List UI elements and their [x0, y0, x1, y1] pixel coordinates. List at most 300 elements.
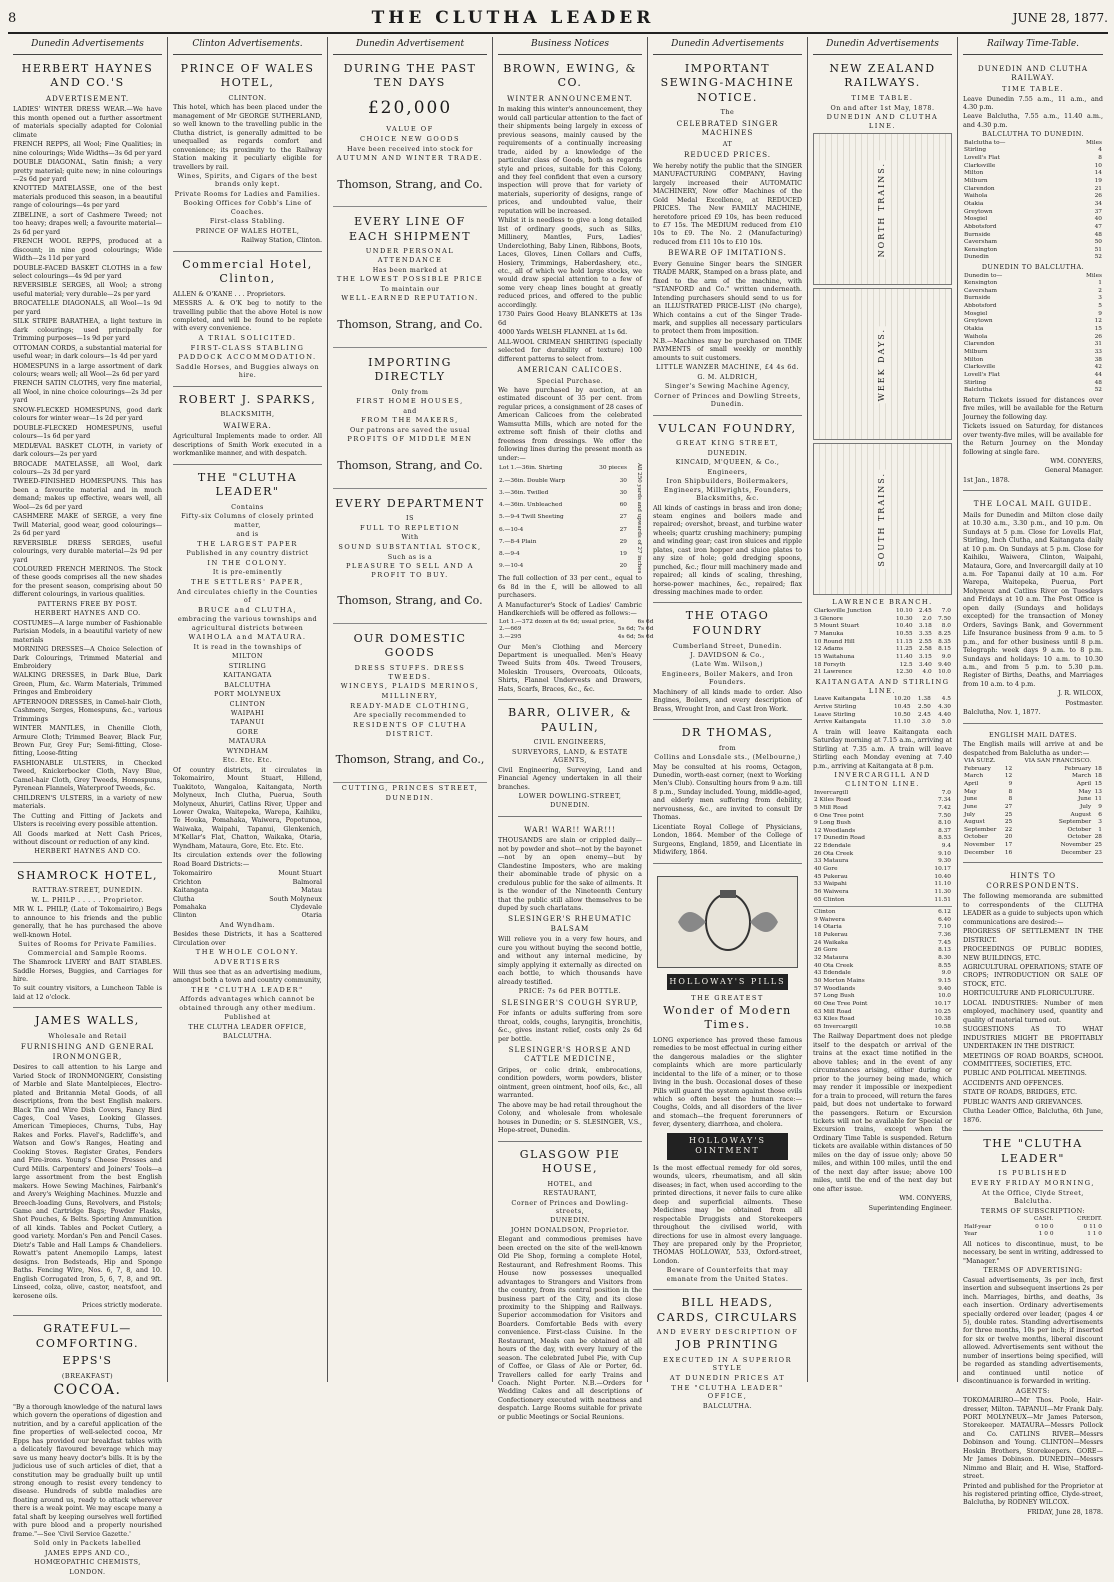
table-cell: 26 Ota Creek: [814, 850, 854, 857]
table-cell: 7.34: [938, 797, 951, 804]
table-cell: 11.51: [934, 896, 951, 903]
ad-title: NEW ZEALAND RAILWAYS.: [829, 61, 936, 90]
table-cell: 4.40: [938, 711, 951, 718]
list-item: FRENCH WOOL REPPS, produced at a discount; in nine good colourings; Wide Width—2s 11d per yard: [13, 237, 162, 263]
table-cell: Year: [964, 1231, 977, 1238]
ad-line: (Late Wm. Wilson,): [692, 660, 763, 669]
table-cell: 8: [1008, 788, 1013, 795]
ad-line: Beware of Counterfeits that may emanate from the United States.: [666, 1266, 789, 1283]
ad-line: AND EVERY DESCRIPTION OF: [656, 1328, 799, 1337]
ad-line: PLEASURE TO SELL AND A PROFIT TO BUY.: [345, 561, 475, 579]
ad-subtitle: TERMS OF SUBSCRIPTION:: [980, 1206, 1086, 1215]
table-cell: 9.0: [941, 654, 951, 661]
ad-address: DUNEDIN.: [707, 448, 748, 457]
table-row: [498, 626, 654, 634]
ad-body: Our Men's Clothing and Mercery Department is unequalled. Men's Heavy Tweed Suits from 40s. Tweed Trousers, Moleskin Trousers, Overcoats, Oilcoats, Shirts, Flannel Undervests and Drawers, Hats, Scarfs, Braces, &c., &c.: [498, 642, 642, 693]
table-row: [498, 619, 654, 627]
ad-line: EVERY FRIDAY MORNING,: [971, 1178, 1095, 1187]
ad-body: Casual advertisements, 3s per inch, first insertion and subsequent insertions 2s per inch. Marriages, births, and deaths, 3s each insertion. Ordinary advertisements specially ordered over leader, (pages 4 or 5), double rates. Standing advertisements for three months, 10s per inch; if inserted for six or twelve months, liberal discount allowed. Advertisements sent without the number of insertions being specified, will be regarded as standing advertisements, and continued until notice of discontinuance is forwarded in writing.: [963, 1275, 1103, 1386]
road-board-name: Clinton: [173, 911, 197, 920]
table-cell: 4.5: [941, 696, 951, 703]
hint-item: ACCIDENTS AND OFFENCES.: [963, 1078, 1064, 1087]
table-row: [813, 623, 952, 631]
ad-body: Return Tickets issued for distances over five miles, will be available for the Return Journey the following day.: [963, 395, 1103, 421]
table-row: [813, 805, 952, 813]
table-cell: 3.—36in. Twilled: [499, 489, 549, 496]
table-cell: October: [1067, 834, 1092, 841]
table-cell: 3 Glenore: [814, 615, 843, 622]
table-row: [813, 835, 952, 843]
list-item: FASHIONABLE ULSTERS, in Checked Tweed, Knickerbocker Cloth, Navy Blue, Camel-hair Cloth, Grey Tweeds, Homespuns, Pyrenean Flannels, Waterproof Tweeds, &c.: [13, 758, 162, 793]
table-cell: February: [1064, 765, 1092, 772]
royal-arms-illustration: [657, 876, 798, 968]
ad-robert-sparks: [173, 390, 322, 465]
ad-line: SOUND SUBSTANTIAL STOCK,: [338, 542, 482, 551]
ad-trade: FURNISHING AND GENERAL IRONMONGER,: [20, 1042, 155, 1061]
item-list: [13, 105, 162, 598]
table-cell: 3: [1098, 819, 1102, 826]
table-cell: Miles: [1085, 272, 1102, 279]
ad-line: PRICE: 7s 6d PER BOTTLE.: [518, 987, 622, 996]
table-cell: 6 One Tree point: [814, 812, 864, 819]
table-cell: 10.25: [934, 1008, 951, 1015]
table-cell: 9.0: [941, 970, 951, 977]
ad-title: HINTS TO CORRESPONDENTS.: [986, 871, 1080, 890]
road-board-name: Clydevale: [290, 902, 322, 911]
ad-body: The English mails will arrive at and be despatched from Balclutha as under:—: [963, 740, 1103, 757]
ad-body: For infants or adults suffering from sore throat, colds, coughs, laryngitis, bronchitis, &c., gives instant relief, costs only 2s 6d per bottle.: [498, 1009, 642, 1043]
table-cell: 22 Edendale: [814, 843, 851, 850]
ad-line: and: [403, 406, 417, 415]
ad-brand: EPPS'S: [62, 1354, 113, 1368]
table-cell: Waihola: [964, 333, 988, 340]
town-list: [173, 652, 322, 764]
table-cell: 7 Manuka: [814, 631, 844, 638]
ad-subtitle: TERMS OF ADVERTISING:: [983, 1266, 1083, 1275]
table-cell: 9.4: [941, 843, 951, 850]
table-row: [963, 789, 1103, 797]
table-row: [963, 380, 1103, 388]
ad-signature: Thomson, Strang, and Co.: [333, 580, 487, 624]
table-row: [963, 804, 1103, 812]
table-cell: 7.42: [938, 804, 951, 811]
table-cell: 6s 6d: [637, 618, 654, 625]
ad-james-walls: [13, 1011, 162, 1316]
ad-line: Fifty-six Columns of closely printed matter,: [181, 512, 314, 529]
table-cell: 5: [1098, 303, 1102, 310]
table-row: [813, 993, 952, 1001]
table-row: [963, 850, 1103, 858]
table-cell: Burnside: [964, 231, 991, 238]
table-cell: Mosgiel: [964, 310, 988, 317]
ad-title: Commercial Hotel, Clinton,: [182, 257, 313, 286]
table-cell: 9.15: [938, 977, 951, 984]
holloway-pills-banner: HOLLOWAY'S PILLS: [667, 974, 788, 991]
ad-line: ALL-WOOL CRIMEAN SHIRTING (specially selected for durability of texture) 100 different patterns to select from.: [498, 337, 642, 363]
road-board-row: [173, 895, 322, 903]
ad-notice: PATTERNS FREE BY POST.: [37, 599, 138, 608]
ad-line: Singer's Sewing Machine Agency,: [665, 382, 790, 391]
table-cell: 15 Waitahuna: [814, 654, 855, 661]
table-cell: 26: [1094, 333, 1102, 340]
table-row: [963, 288, 1103, 296]
ad-line: LITTLE WANZER MACHINE, £4 4s 6d.: [656, 363, 799, 372]
ad-notice: FIRST-CLASS STABLING: [190, 343, 305, 352]
ad-address: Cumberland Street, Dunedin.: [672, 641, 783, 650]
table-cell: 26 Gore: [814, 947, 838, 954]
table-cell: 60 One Tree Point: [814, 1000, 868, 1007]
ad-line: ADVERTISERS: [214, 957, 281, 966]
ad-line: On and after 1st May, 1878.: [830, 103, 935, 112]
list-item: FRENCH SATIN CLOTHS, very fine material, all Wool, in nine choice colourings—2s 3d per yard: [13, 379, 162, 405]
ad-title: EVERY LINE OF EACH SHIPMENT: [348, 215, 472, 243]
ad-line: THE GREATEST: [691, 994, 764, 1003]
table-cell: 11.15: [895, 638, 913, 645]
table-cell: March: [1072, 773, 1092, 780]
ad-subtitle: (BREAKFAST): [61, 1371, 114, 1380]
ad-line: The: [720, 108, 735, 117]
ad-line: At the Office, Clyde Street, Balclutha.: [982, 1188, 1084, 1206]
table-row: [498, 537, 628, 549]
ad-notice: The Cutting and Fitting of Jackets and Ulsters is receiving every possible attention.: [13, 811, 162, 829]
ad-dunedin-clutha-railway: [963, 59, 1103, 491]
table-cell: 8: [1008, 796, 1013, 803]
ad-notice: All Goods marked at Nett Cash Prices, without discount or reduction of any kind.: [13, 829, 162, 847]
table-cell: 56 Waiwera: [814, 888, 849, 895]
table-row: [813, 940, 952, 948]
table-cell: Lot 1.—36in. Shirting: [499, 465, 563, 472]
ad-line: Balclutha, Nov. 1, 1877.: [963, 708, 1041, 717]
column-heading: Clinton Advertisements.: [173, 37, 322, 55]
ad-line: CHOICE NEW GOODS: [359, 135, 461, 144]
ad-body: We have purchased by auction, at an estimated discount of 35 per cent. from regular prices, a consignment of 28 cases of American Calicoes from the celebrated Wamsutta Mills, which are noted for the extreme soft finish of their cloths and freeness from dressings. We offer the following lines during the present month as under:—: [498, 385, 642, 462]
list-item: KNOTTED MATELASSE, one of the best materials produced this season, in a beautiful range of colourings—4s per yard: [13, 184, 162, 210]
ad-line: BRUCE and CLUTHA,: [198, 605, 297, 614]
hint-item: PROCEEDINGS OF PUBLIC BODIES, NEW BUILDINGS, ETC.: [963, 945, 1103, 962]
timetable-label: NORTH TRAINS.: [875, 160, 890, 259]
table-cell: 30: [619, 489, 627, 496]
ad-line: embracing the various townships and agricultural districts between: [177, 615, 318, 632]
table-cell: Leave Stirling: [814, 711, 856, 718]
table-row: [498, 549, 628, 561]
list-item: MORNING DRESSES—A Choice Selection of Dark Colourings, Trimmed Material and Embroidery: [13, 645, 162, 670]
ad-line: INVERCARGILL AND CLINTON LINE.: [834, 771, 931, 788]
table-cell: Caversham: [964, 239, 998, 246]
ad-notice: A TRIAL SOLICITED.: [198, 333, 297, 342]
table-row: [813, 970, 952, 978]
ad-english-mail: [963, 727, 1103, 864]
ad-hints: [963, 866, 1103, 1131]
table-row: [963, 155, 1103, 163]
table-row: [813, 866, 952, 874]
ad-title: IMPORTING DIRECTLY: [368, 355, 452, 384]
ad-notice: PADDOCK ACCOMMODATION.: [178, 353, 317, 362]
table-row: [963, 796, 1103, 804]
list-item: ZIBELINE, a sort of Cashmere Tweed; not too heavy; drapes well; a favourite material—2s 6d per yard: [13, 210, 162, 236]
list-item: SILK STRIPE BARATHEA, a light texture in dark colourings; used principally for Trimming purposes—1s 9d per yard: [13, 317, 162, 343]
ad-title: BILL HEADS, CARDS, CIRCULARS: [656, 1296, 799, 1324]
town-name: TAPANUI: [230, 718, 265, 727]
table-cell: 5.0: [941, 719, 951, 726]
list-item: HOMESPUNS in a large assortment of dark colours; wears well; all Wool—2s 6d per yard: [13, 361, 162, 378]
table-cell: September: [964, 826, 997, 833]
ad-body: Gripes, or colic drink, embrocations, condition powders, worm powders, blister ointment, green ointment, hoof oils, &c., all warranted.: [498, 1065, 642, 1100]
list-item: REVERSIBLE SERGES, all Wool; a strong useful material; very durable—2s per yard: [13, 281, 162, 298]
ad-nz-railways: [813, 59, 952, 1218]
table-cell: 10.30: [895, 615, 913, 622]
ad-body: Machinery of all kinds made to order. Also Engines, Boilers, and every description of Brass, Wrought Iron, and Cast Iron Work.: [653, 687, 802, 713]
table-cell: 10.55: [895, 631, 913, 638]
town-name: KAITANGATA: [223, 671, 272, 680]
table-cell: 12: [1094, 318, 1102, 325]
table-cell: 10.17: [934, 865, 951, 872]
list-item: LADIES' WINTER DRESS WEAR.—We have this month opened out a further assortment of materials specially adapted for Colonial climate: [13, 105, 162, 139]
ad-line: IS: [406, 514, 414, 523]
hint-item: PROGRESS OF SETTLEMENT IN THE DISTRICT.: [963, 927, 1103, 944]
table-cell: [963, 1216, 1016, 1224]
town-name: WYNDHAM: [226, 746, 269, 755]
table-cell: 44: [1094, 371, 1102, 378]
table-cell: Greytown: [964, 318, 993, 325]
table-cell: 10 Round Hill: [814, 638, 855, 645]
road-board-name: Balmoral: [292, 877, 322, 886]
ad-title: JAMES WALLS,: [35, 1014, 140, 1028]
ad-title: THE OTAGO FOUNDRY: [685, 609, 770, 637]
table-cell: 57 Woodlands: [814, 985, 856, 992]
ad-line: FIRST HOME HOUSES,: [356, 397, 464, 406]
table-cell: 4.30: [938, 703, 951, 710]
table-cell: 5.—9-4 Twill Sheeting: [499, 514, 564, 521]
holloway-ointment-banner: HOLLOWAY'S OINTMENT: [667, 1133, 788, 1160]
ad-subtitle: ADVERTISEMENT.: [45, 93, 130, 103]
list-item: WINTER MANTLES, in Chenille Cloth, Armure Cloth; Trimmed Beaver, Black Fur, Brown Fur, Grey Fur; Semi-fitting, Close-fitting, Loose-fitting: [13, 724, 162, 758]
ad-signature: Thomson, Strang, and Co.: [333, 304, 487, 348]
table-row: [813, 963, 952, 971]
table-cell: 34: [1094, 200, 1102, 207]
table-row: [498, 512, 628, 524]
table-row: [813, 1024, 952, 1032]
ad-address: Corner of Princes and Dowling Streets, Dunedin.: [654, 391, 801, 409]
list-item: DOUBLE-FLECKED HOMESPUNS, useful colours—1s 6d per yard: [13, 423, 162, 441]
ad-line: VALUE OF: [386, 125, 434, 134]
table-cell: [1002, 758, 1013, 766]
ad-subtitle: SLESINGER'S COUGH SYRUP,: [501, 997, 639, 1007]
ad-title: DR THOMAS,: [681, 726, 774, 740]
table-row: [963, 178, 1103, 186]
table-row: [813, 828, 952, 836]
table-cell: Milton: [964, 356, 984, 363]
ad-line: THE "CLUTHA LEADER": [191, 985, 304, 994]
ad-trade: BLACKSMITH,: [220, 410, 275, 419]
table-row: [813, 858, 952, 866]
table-cell: 15: [1094, 326, 1102, 333]
table-row: [813, 608, 952, 616]
table-cell: 27: [619, 514, 627, 521]
ad-body: Licentiate Royal College of Physicians, London, 1864. Member of the College of Surgeons, England, 1859, and Licentiate in Midwifery, 1864.: [653, 822, 802, 857]
dunedin-balclutha-table: [963, 273, 1103, 395]
table-row: [813, 712, 952, 720]
table-row: [498, 561, 628, 573]
ad-prince-of-wales-hotel: [173, 59, 322, 252]
table-row: [813, 646, 952, 654]
ad-line: TIME TABLE.: [1001, 84, 1065, 93]
ad-line: DUNEDIN.: [385, 793, 435, 802]
table-row: [813, 616, 952, 624]
kaitangata-timetable: [813, 696, 952, 727]
table-row: [813, 662, 952, 670]
ad-town: WAIWERA.: [223, 420, 272, 430]
table-cell: 27: [1004, 803, 1013, 810]
table-cell: 30: [619, 477, 627, 484]
table-cell: 1: [1098, 826, 1102, 833]
table-cell: 9.40: [938, 661, 951, 668]
table-row: [963, 1216, 1103, 1224]
table-row: [813, 917, 952, 925]
ad-line: THE "CLUTHA LEADER" OFFICE,: [671, 1383, 784, 1401]
list-item: BROCADE MATELASSE, all Wool, dark colours—2s 3d per yard: [13, 459, 162, 476]
ad-line: It is read in the townships of: [193, 642, 302, 651]
road-board-name: Clutha: [173, 894, 195, 903]
ad-line: Special Purchase.: [536, 376, 604, 385]
ad-subtitle: Wholesale and Retail: [48, 1031, 127, 1040]
table-cell: 8.37: [938, 827, 951, 834]
ad-line: Has been marked at: [372, 265, 448, 274]
table-cell: 1 1 0: [1087, 1231, 1102, 1238]
table-row: [813, 696, 952, 704]
table-cell: 8.55: [938, 962, 951, 969]
table-cell: Caversham: [964, 287, 998, 294]
table-cell: 3.40: [918, 661, 932, 668]
table-row: [963, 349, 1103, 357]
road-board-name: Mount Stuart: [278, 869, 322, 878]
table-cell: Lot 1.—372 dozen at 6s 6d; usual price,: [499, 618, 616, 625]
table-row: [963, 326, 1103, 334]
ad-line: AT: [722, 139, 733, 148]
column-heading: Dunedin Advertisement: [333, 37, 487, 55]
table-cell: 25: [1004, 811, 1013, 818]
table-cell: Greytown: [964, 208, 993, 215]
ad-line: Collins and Lonsdale sts., (Melbourne,): [654, 753, 801, 762]
table-row: [813, 851, 952, 859]
table-cell: Milton: [964, 170, 984, 177]
ad-body: Printed and published for the Proprietor at his registered printing office, Clyde-street, Balclutha, by RODNEY WILCOX.: [963, 1481, 1103, 1507]
table-cell: Stirling: [964, 147, 987, 154]
table-cell: 18 Pukerau: [814, 932, 848, 939]
table-cell: 1.38: [917, 696, 931, 703]
table-cell: 10.0: [938, 669, 951, 676]
table-cell: Burnside: [964, 295, 991, 302]
ad-body: Wines, Spirits, and Cigars of the best brands only kept.: [177, 171, 318, 189]
table-row: [813, 932, 952, 940]
ad-title: DURING THE PAST TEN DAYS: [343, 61, 477, 90]
ad-thomson-strang: [333, 59, 487, 808]
ad-line: It is pre-eminently: [212, 568, 283, 577]
town-name: Etc. Etc. Etc.: [222, 756, 273, 765]
ad-holloway: [653, 867, 802, 1291]
ad-line: BALCLUTHA.: [222, 1032, 273, 1041]
ad-line: To maintain our: [380, 285, 440, 294]
road-board-name: South Molyneux: [269, 894, 322, 903]
table-row: [963, 216, 1103, 224]
town-name: WAIPAHI: [230, 709, 265, 717]
ad-line: READY-MADE CLOTHING,: [350, 701, 470, 710]
table-cell: 6.—10-4: [499, 526, 524, 533]
ad-line: AUTUMN AND WINTER TRADE.: [336, 154, 484, 163]
road-board-name: Otaria: [301, 911, 322, 920]
table-cell: 17 Dunedin Road: [814, 835, 865, 842]
table-cell: 9.10: [938, 850, 951, 857]
newspaper-title: THE CLUTHA LEADER: [371, 8, 655, 28]
table-row: [963, 209, 1103, 217]
table-row: [813, 704, 952, 712]
table-cell: Kensington: [964, 280, 998, 287]
table-cell: June: [964, 803, 978, 810]
ad-line: LAWRENCE BRANCH.: [832, 598, 933, 607]
table-cell: 7.50: [938, 615, 951, 622]
table-cell: Mosgiel: [964, 216, 988, 223]
hint-item: STATE OF ROADS, BRIDGES, ETC.: [963, 1088, 1077, 1097]
table-cell: 3.15: [918, 654, 932, 661]
table-cell: 9: [1008, 780, 1013, 787]
table-cell: 2.—36in. Double Warp: [499, 477, 566, 484]
ad-body: Tickets issued on Saturday, for distances over twenty-five miles, will be available for the Return Journey on the Monday following at single fare.: [963, 422, 1103, 456]
table-cell: 28: [1094, 834, 1102, 841]
issue-date: JUNE 28, 1877.: [1012, 11, 1108, 25]
balclutha-dunedin-table: [963, 140, 1103, 262]
hint-item: HORTICULTURE AND FLORICULTURE.: [963, 989, 1095, 998]
ad-body: THOUSANDS are slain or crippled daily—not by powder and shot—not by the bayonet—not by an open enemy—but by Clandestine Imposters, who are making their abominable trade of physic on a credulous public for the sake of ailments. It is the wonder of the Nineteenth Century that the public still allow themselves to be duped by such charlatans.: [498, 836, 642, 913]
ad-body: Every Genuine Singer bears the SINGER TRADE MARK, Stamped on a brass plate, and fixed to the arm of the machine, with "STANFORD and Co." written underneath. Intending purchasers should send to us for an ILLUSTRATED PRICE-LIST (No charge), Which contains a cut of the Singer Trade-mark, and supplies all necessary particulars to protect them from imposition.: [653, 259, 802, 336]
ad-address: RATTRAY-STREET, DUNEDIN.: [32, 886, 143, 895]
table-row: [963, 834, 1103, 842]
table-cell: 40 Gore: [814, 865, 838, 872]
ad-line: AT DUNEDIN PRICES AT: [669, 1373, 786, 1382]
masthead: [8, 4, 1108, 34]
ad-glasgow-pie-house: [498, 1145, 642, 1428]
table-cell: 1 0 0: [1038, 1231, 1054, 1238]
ad-subtitle: CELEBRATED SINGER MACHINES: [676, 118, 779, 138]
ad-line: RESIDENTS OF CLUTHA DISTRICT.: [353, 720, 467, 738]
table-cell: Miles: [1085, 139, 1102, 146]
calico-lots-table: [498, 463, 628, 573]
ad-body: The Shamrock LIVERY and BAIT STABLES. Saddle Horses, Buggies, and Carriages for hire.: [13, 958, 162, 983]
column-4: [493, 37, 654, 1421]
ad-proprietor: JOHN DONALDSON, Proprietor.: [510, 1225, 630, 1234]
table-row: [963, 170, 1103, 178]
list-item: SNOW-FLECKED HOMESPUNS, good dark colours for winter wear—1s 2d per yard: [13, 405, 162, 423]
table-cell: 45 Pukerau: [814, 873, 848, 880]
ad-signature: KINCAID, M'QUEEN, & Co.,: [675, 458, 780, 467]
ad-body: Agricultural Implements made to order. All descriptions of Smith Work executed in a workmanlike manner, and with despatch.: [173, 432, 322, 458]
ad-subtitle: SLESINGER'S RHEUMATIC BALSAM: [508, 914, 632, 933]
table-cell: Leave Kaitangata: [814, 696, 866, 703]
ad-title: EVERY DEPARTMENT: [335, 496, 485, 510]
lots-side-note: All 250 yards and upwards of 27 inches: [636, 463, 642, 574]
table-row: [813, 978, 952, 986]
list-item: WALKING DRESSES, in Dark Blue, Dark Green, Plum, &c. Warm Materials, Trimmed Fringes and Embroidery: [13, 671, 162, 697]
table-cell: October: [1067, 826, 1092, 833]
table-cell: December: [964, 849, 995, 856]
road-board-name: Tokomairiro: [173, 869, 213, 878]
road-board-row: [173, 869, 322, 877]
table-cell: 9.30: [938, 858, 951, 865]
table-row: [963, 273, 1103, 281]
table-row: [963, 224, 1103, 232]
table-cell: CASH.: [1034, 1215, 1054, 1222]
ad-line: Engineers,: [707, 467, 748, 476]
hints-list: [963, 927, 1103, 1106]
ad-signature: Postmaster.: [1065, 698, 1103, 707]
